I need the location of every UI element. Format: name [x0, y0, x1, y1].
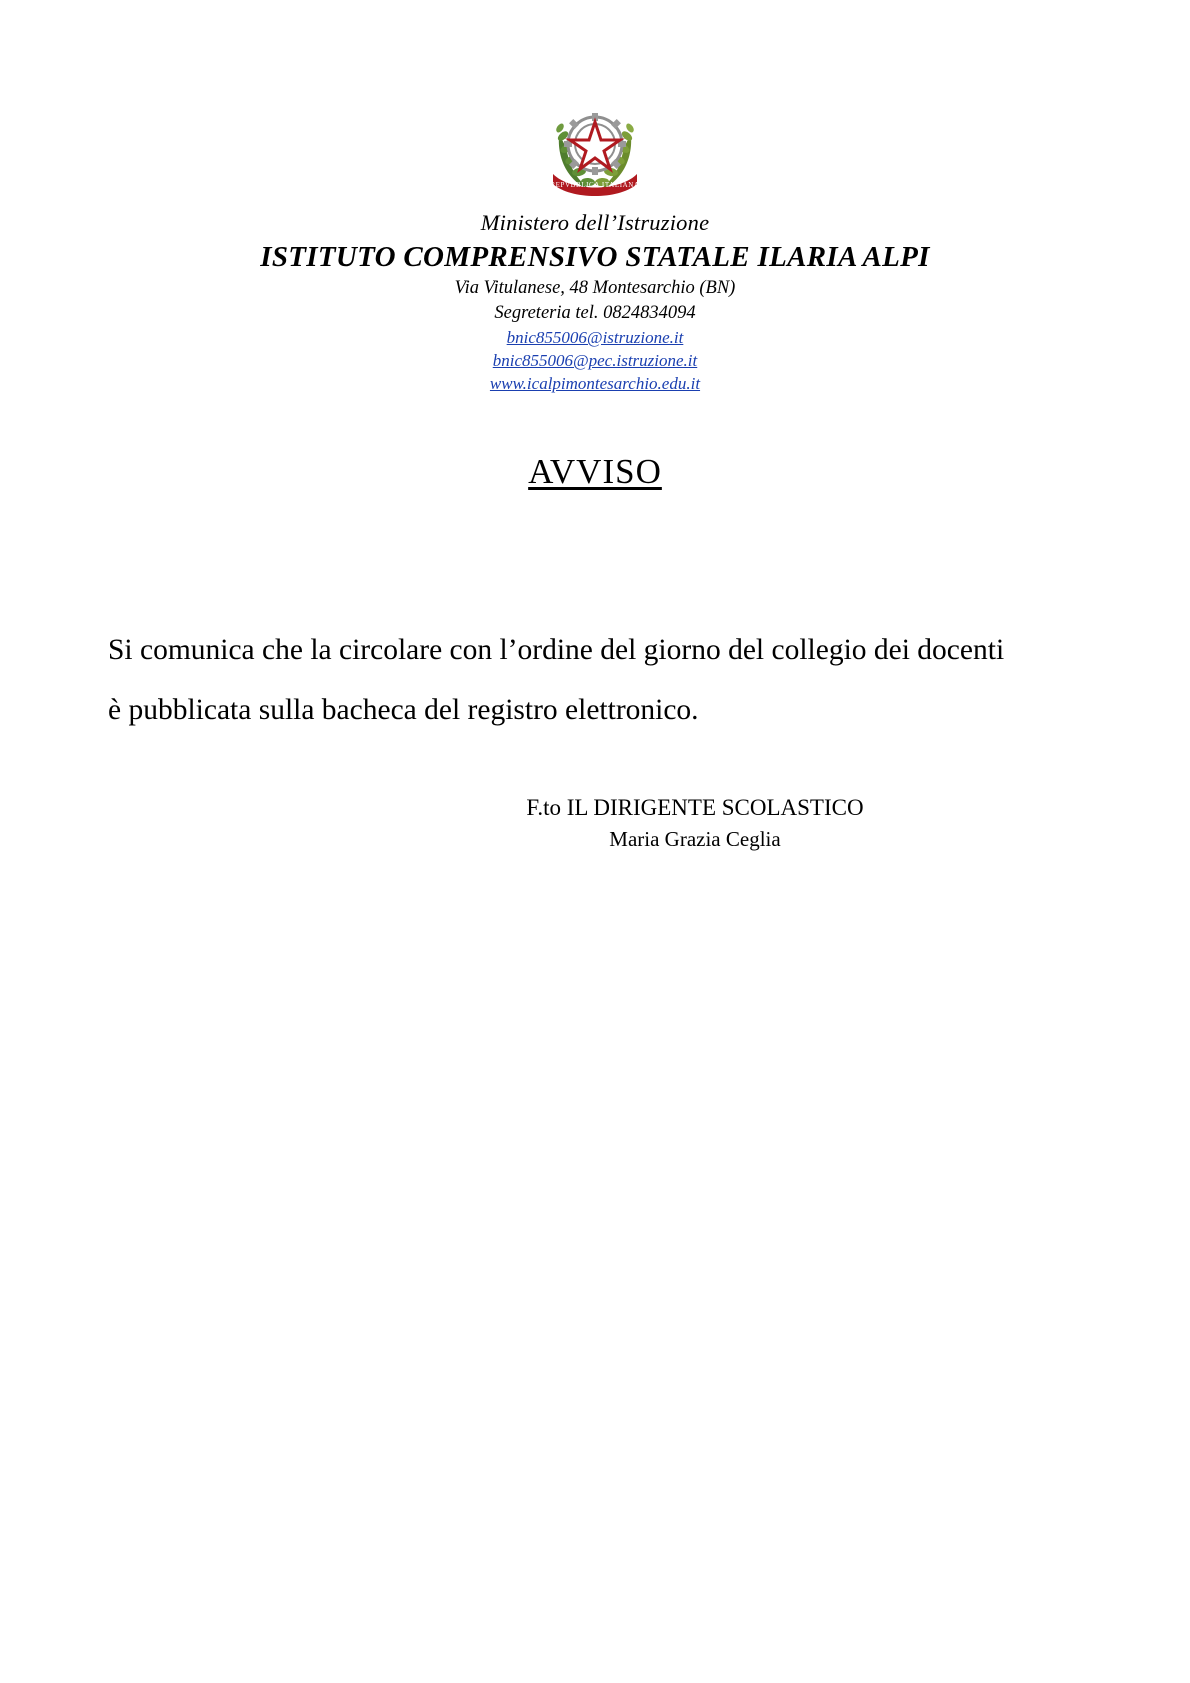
document-body: Si comunica che la circolare con l’ordine del giorno del collegio dei docenti è pubblicata sulla bacheca del registro elettronico.	[108, 634, 1005, 726]
signature-role: F.to IL DIRIGENTE SCOLASTICO	[526, 795, 864, 820]
school-phone: Segreteria tel. 0824834094	[494, 303, 696, 323]
emblem-container	[0, 100, 1190, 204]
italian-republic-emblem-icon	[543, 100, 647, 204]
pec-email-link[interactable]: bnic855006@pec.istruzione.it	[492, 351, 698, 370]
letterhead	[0, 208, 1190, 395]
document-title-text: AVVISO	[528, 452, 662, 491]
email-link[interactable]: bnic855006@istruzione.it	[506, 328, 684, 347]
svg-text:REPVBBLICA ITALIANA: REPVBBLICA ITALIANA	[550, 181, 640, 189]
ministry-name: Ministero dell’Istruzione	[480, 210, 710, 235]
school-name: ISTITUTO COMPRENSIVO STATALE ILARIA ALPI	[260, 241, 930, 273]
signature-block	[0, 792, 1190, 854]
signature-name: Maria Grazia Ceglia	[609, 827, 781, 851]
document-title	[0, 452, 1190, 492]
website-link[interactable]: www.icalpimontesarchio.edu.it	[489, 374, 701, 393]
school-address: Via Vitulanese, 48 Montesarchio (BN)	[454, 278, 736, 298]
